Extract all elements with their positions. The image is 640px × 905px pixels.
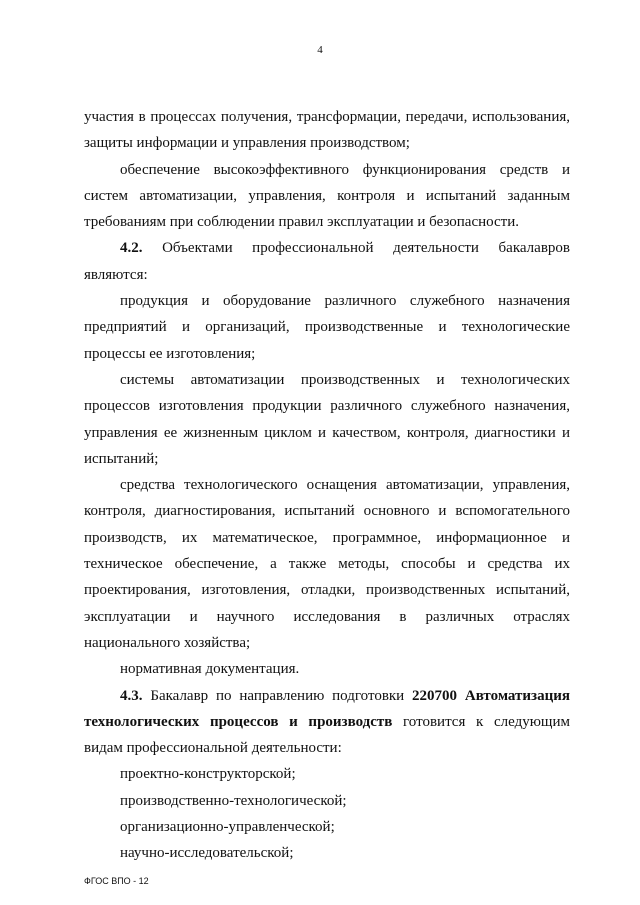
footer-code: ФГОС ВПО - 12 xyxy=(84,876,149,886)
paragraph-3: продукция и оборудование различного служебного назначения предприятий и организаций, производственные и технологические процессы ее изготовления; xyxy=(84,293,570,362)
paragraph-6: нормативная документация. xyxy=(120,661,300,678)
page-number: 4 xyxy=(317,44,323,56)
paragraph-1: участия в процессах получения, трансформации, передачи, использования, защиты информации и управления производством; xyxy=(84,109,570,152)
section-4-2-text: Объектами профессиональной деятельности бакалавров являются: xyxy=(84,240,570,283)
list-item: организационно-управленческой; xyxy=(120,819,335,836)
paragraph-5: средства технологического оснащения автоматизации, управления, контроля, диагностирования, испытаний основного и вспомогательного производств, их математическое, программное, информационное и техническое обеспечение, а также методы, способы и средства их проектирования, изготовления, отладки, производственных испытаний, эксплуатации и научного исследования в различных отраслях национального хозяйства; xyxy=(84,477,570,651)
paragraph-4: системы автоматизации производственных и технологических процессов изготовления продукции различного служебного назначения, управления ее жизненным циклом и качеством, контроля, диагностики и испытаний; xyxy=(84,371,570,467)
section-4-3-text-a: Бакалавр по направлению подготовки xyxy=(142,687,413,704)
section-4-3-text-b: готовится к следующим видам профессиональной деятельности: xyxy=(84,713,570,757)
section-4-3-number: 4.3. xyxy=(120,687,143,704)
document-body xyxy=(84,104,570,867)
list-item: производственно-технологической; xyxy=(120,792,347,809)
list-item: проектно-конструкторской; xyxy=(120,766,296,783)
list-item: научно-исследовательской; xyxy=(120,845,294,862)
section-4-2-number: 4.2. xyxy=(120,240,143,257)
section-4-3 xyxy=(84,683,570,762)
paragraph-2: обеспечение высокоэффективного функционирования средств и систем автоматизации, управления, контроля и испытаний заданным требованиям при соблюдении правил эксплуатации и безопасности. xyxy=(84,161,570,231)
section-4-2 xyxy=(84,235,570,288)
section-4-3-program: 220700 Автоматизация технологических процессов и производств xyxy=(84,687,570,730)
